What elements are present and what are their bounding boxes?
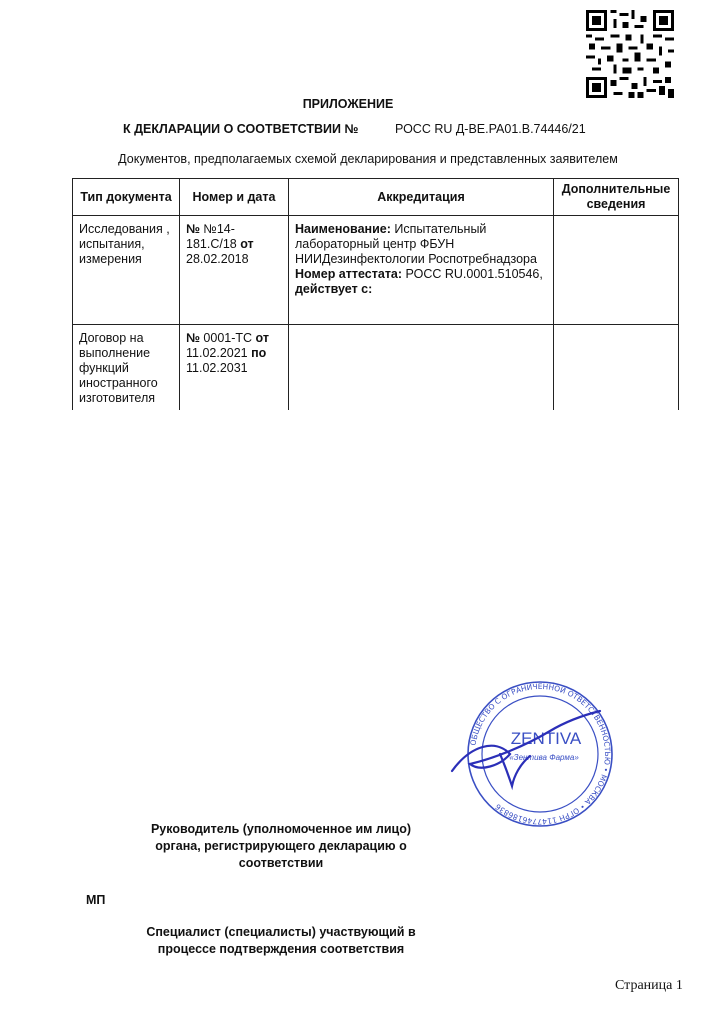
stamp-brand: ZENTIVA: [510, 729, 582, 748]
cell-number: [180, 216, 289, 325]
cell-type: Исследования , испытания, измерения: [73, 216, 180, 325]
number-value: №14-181.С/18: [186, 222, 237, 251]
column-header-extra: Дополнительные сведения: [554, 179, 679, 216]
cert-value: РОСС RU.0001.510546,: [405, 267, 543, 281]
date-value-2: 11.02.2031: [186, 361, 248, 375]
head-signature-label: Руководитель (уполномоченное им лицо) органа, регистрирующего декларацию о соответствии: [150, 822, 412, 870]
specialist-signature-label: Специалист (специалисты) участвующий в процессе подтверждения соответствия: [146, 925, 416, 956]
cell-number: [180, 325, 289, 411]
date-value: 11.02.2021: [186, 346, 248, 360]
table-header-row: [73, 179, 679, 216]
date-value: 28.02.2018: [186, 252, 249, 266]
name-label: Наименование:: [295, 222, 391, 236]
page-title: ПРИЛОЖЕНИЕ: [302, 97, 394, 111]
name-value: Испытательный лабораторный центр ФБУН НИИДезинфектологии Роспотребнадзора: [295, 222, 537, 266]
stamp-ring-text: ОБЩЕСТВО С ОГРАНИЧЕННОЙ ОТВЕТСТВЕННОСТЬЮ • МОСКВА • ОГРН 1147746186836: [468, 681, 613, 827]
date-conj: от: [240, 237, 254, 251]
subtitle: Документов, предполагаемых схемой декларирования и представленных заявителем: [118, 152, 618, 166]
qr-code-icon: [586, 10, 674, 98]
date-conj-2: по: [251, 346, 267, 360]
cell-accreditation: [289, 216, 554, 325]
cell-accreditation: [289, 325, 554, 411]
stamp-sub: «Зентива Фарма»: [509, 753, 579, 762]
signature-scribble: [452, 711, 600, 786]
table-row: [73, 216, 679, 325]
column-header-type: Тип документа: [73, 179, 180, 216]
cell-type: Договор на выполнение функций иностранного изготовителя: [73, 325, 180, 411]
cell-extra: [554, 325, 679, 411]
column-header-number: Номер и дата: [180, 179, 289, 216]
cell-extra: [554, 216, 679, 325]
table-row: [73, 325, 679, 411]
cert-label: Номер аттестата:: [295, 267, 403, 281]
valid-label: действует с:: [295, 282, 373, 296]
declaration-label: К ДЕКЛАРАЦИИ О СООТВЕТСТВИИ №: [123, 122, 359, 136]
page-number: Страница 1: [615, 978, 683, 993]
declaration-number: РОСС RU Д-BE.PA01.B.74446/21: [395, 122, 586, 136]
mp-label: МП: [86, 893, 106, 907]
number-prefix: №: [186, 222, 200, 236]
number-value: 0001-ТС: [203, 331, 253, 345]
number-prefix: №: [186, 331, 200, 345]
column-header-accreditation: Аккредитация: [289, 179, 554, 216]
company-stamp: [440, 676, 620, 856]
documents-table: [72, 178, 679, 410]
date-conj: от: [255, 331, 269, 345]
